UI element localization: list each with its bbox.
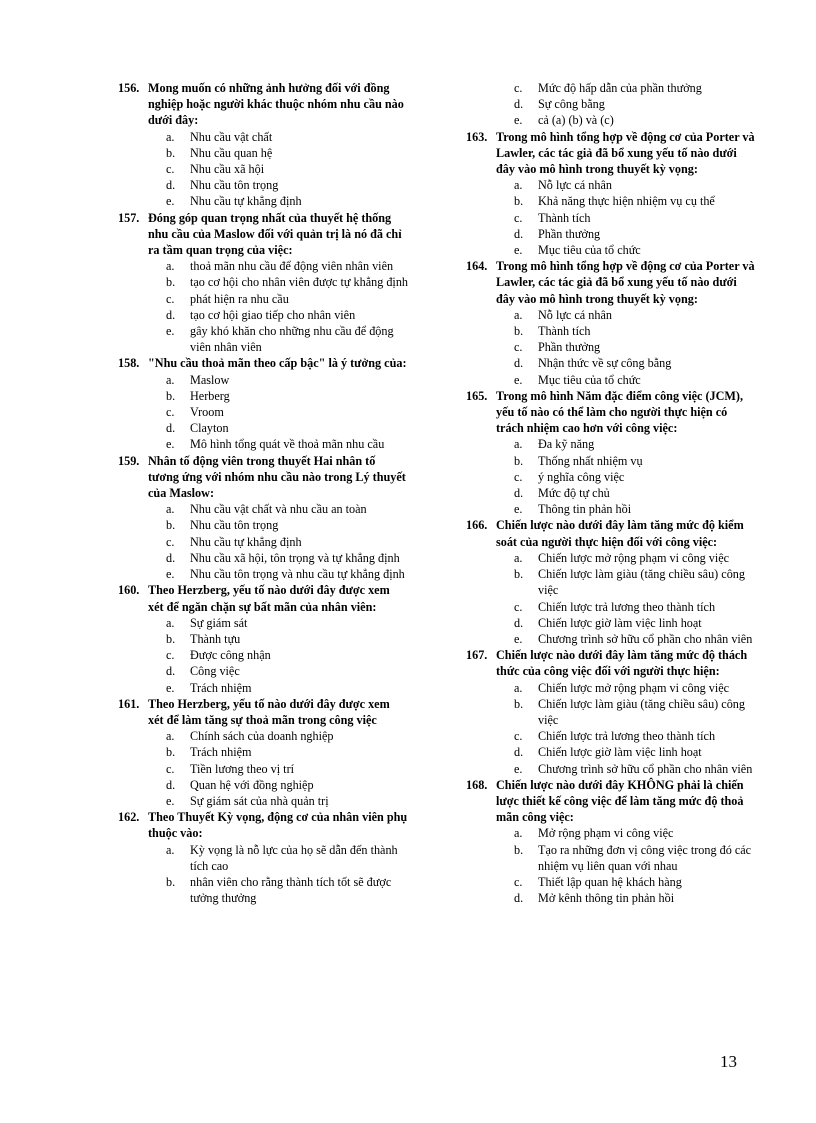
answer-option	[118, 517, 408, 533]
option-letter: c.	[514, 874, 523, 889]
option-text: Công việc	[190, 664, 240, 679]
question-stem: Trong mô hình tổng hợp về động cơ của Porter và Lawler, các tác giả đã bổ xung yếu tố nào dưới đây vào mô hình trong thuyết kỳ vọng:	[496, 259, 755, 306]
answer-option	[466, 177, 756, 193]
question-text	[118, 355, 408, 371]
question-number: 156.	[118, 81, 140, 95]
answer-option	[118, 129, 408, 145]
question-stem: Theo Herzberg, yếu tố nào dưới đây được xem xét để làm tăng sự thoả mãn trong công việc	[148, 696, 390, 727]
question-number: 157.	[118, 210, 140, 225]
answer-option	[466, 436, 756, 452]
answer-option	[118, 631, 408, 647]
option-letter: d.	[166, 421, 176, 436]
option-letter: b.	[514, 567, 524, 582]
answer-option	[118, 566, 408, 582]
question-number: 164.	[466, 259, 488, 274]
option-letter: d.	[514, 486, 524, 501]
option-letter: e.	[514, 631, 523, 646]
option-text: Nhu cầu quan hệ	[190, 145, 273, 160]
option-letter: e.	[166, 437, 175, 452]
question-block	[118, 809, 408, 906]
option-letter: a.	[166, 729, 175, 744]
answer-option	[466, 372, 756, 388]
answer-option	[466, 550, 756, 566]
option-text: Nhu cầu tôn trọng	[190, 518, 279, 533]
answer-option	[466, 825, 756, 841]
option-text: Vroom	[190, 405, 224, 420]
question-number: 168.	[466, 777, 488, 792]
option-text: Nhu cầu vật chất	[190, 129, 273, 144]
option-text: Sự công bằng	[538, 97, 605, 112]
answer-option	[118, 777, 408, 793]
option-text: Nhận thức về sự công bằng	[538, 356, 672, 371]
option-text: Trách nhiệm	[190, 680, 252, 695]
option-letter: a.	[166, 259, 175, 274]
option-letter: d.	[166, 550, 176, 565]
option-letter: d.	[166, 307, 176, 322]
option-letter: c.	[166, 534, 175, 549]
answer-option	[118, 177, 408, 193]
option-letter: a.	[166, 842, 175, 857]
question-number: 167.	[466, 648, 488, 663]
answer-option	[118, 534, 408, 550]
option-letter: d.	[166, 777, 176, 792]
option-text: Sự giám sát	[190, 615, 248, 630]
option-letter: c.	[514, 340, 523, 355]
question-stem: Theo Herzberg, yếu tố nào dưới đây được xem xét để ngăn chặn sự bất mãn của nhân viên:	[148, 583, 390, 614]
option-letter: b.	[514, 842, 524, 857]
option-letter: a.	[166, 502, 175, 517]
option-letter: b.	[166, 874, 176, 889]
option-text: Đa kỹ năng	[538, 437, 595, 452]
option-letter: d.	[514, 615, 524, 630]
question-stem: Nhân tố động viên trong thuyết Hai nhân tố tương ứng với nhóm nhu cầu nào trong Lý thuyết của Maslow:	[148, 453, 406, 501]
answer-option	[118, 728, 408, 744]
answer-option	[118, 874, 408, 906]
question-stem: Chiến lược nào dưới đây làm tăng mức độ thách thức của công việc đối với người thực hiện:	[496, 648, 748, 679]
answer-option	[466, 355, 756, 371]
question-block	[118, 80, 408, 210]
option-text: Chiến lược làm giàu (tăng chiều sâu) công việc	[538, 567, 745, 598]
option-letter: e.	[514, 243, 523, 258]
option-text: Nhu cầu tôn trọng	[190, 178, 279, 193]
option-letter: d.	[514, 97, 524, 112]
question-text	[466, 647, 756, 679]
answer-option	[466, 890, 756, 906]
question-stem: Đóng góp quan trọng nhất của thuyết hệ thống nhu cầu của Maslow đối với quản trị là nó đã chỉ ra tầm quan trọng của việc:	[148, 210, 402, 258]
option-letter: e.	[166, 324, 175, 339]
option-letter: d.	[166, 664, 176, 679]
option-letter: c.	[166, 761, 175, 776]
option-text: tạo cơ hội cho nhân viên được tự khẳng định	[190, 275, 409, 290]
page-number: 13	[720, 1052, 737, 1071]
option-letter: b.	[166, 631, 176, 646]
option-letter: a.	[166, 372, 175, 387]
option-text: Chiến lược giờ làm việc linh hoạt	[538, 745, 702, 760]
option-letter: a.	[514, 550, 523, 565]
option-text: Mở kênh thông tin phản hồi	[538, 891, 675, 906]
option-text: gây khó khăn cho những nhu cầu để động viên nhân viên	[190, 324, 394, 355]
question-number: 166.	[466, 518, 488, 533]
option-text: Mở rộng phạm vi công việc	[538, 826, 674, 841]
answer-option	[118, 372, 408, 388]
option-text: ý nghĩa công việc	[538, 469, 625, 484]
option-text: Khả năng thực hiện nhiệm vụ cụ thể	[538, 194, 715, 209]
option-text: Nhu cầu vật chất và nhu cầu an toàn	[190, 502, 367, 517]
question-text	[118, 582, 408, 614]
answer-option	[466, 874, 756, 890]
option-letter: d.	[166, 178, 176, 193]
option-letter: c.	[166, 648, 175, 663]
question-text	[466, 388, 756, 437]
answer-option	[118, 761, 408, 777]
option-letter: b.	[166, 145, 176, 160]
option-letter: a.	[514, 680, 523, 695]
option-text: Nỗ lực cá nhân	[538, 307, 612, 322]
option-text: Chương trình sở hữu cổ phần cho nhân viên	[538, 631, 753, 646]
question-number: 161.	[118, 696, 140, 711]
option-letter: c.	[514, 210, 523, 225]
option-text: Nhu cầu tôn trọng và nhu cầu tự khẳng định	[190, 567, 405, 582]
option-letter: b.	[166, 518, 176, 533]
answer-option	[118, 145, 408, 161]
answer-option	[466, 112, 756, 128]
option-text: Clayton	[190, 421, 229, 436]
answer-option	[466, 226, 756, 242]
option-text: Kỳ vọng là nỗ lực của họ sẽ dẫn đến thành tích cao	[190, 842, 398, 873]
question-block	[118, 582, 408, 695]
answer-option	[118, 744, 408, 760]
option-text: Chiến lược trả lương theo thành tích	[538, 599, 716, 614]
option-letter: e.	[514, 502, 523, 517]
option-text: Mục tiêu của tổ chức	[538, 243, 641, 258]
option-text: Nhu cầu xã hội, tôn trọng và tự khẳng định	[190, 550, 400, 565]
option-text: Mức độ hấp dẫn của phần thưởng	[538, 81, 702, 95]
question-text	[466, 777, 756, 826]
question-block	[466, 129, 756, 259]
option-letter: b.	[514, 324, 524, 339]
option-text: Chính sách của doanh nghiệp	[190, 729, 334, 744]
answer-option	[466, 323, 756, 339]
option-letter: e.	[514, 113, 523, 128]
option-letter: e.	[514, 372, 523, 387]
option-letter: b.	[514, 194, 524, 209]
answer-option	[118, 420, 408, 436]
option-letter: e.	[166, 194, 175, 209]
question-stem: Theo Thuyết Kỳ vọng, động cơ của nhân viên phụ thuộc vào:	[148, 810, 408, 841]
question-stem: Trong mô hình Năm đặc điểm công việc (JCM), yếu tố nào có thể làm cho người thực hiện có trách nhiệm cao hơn với công việc:	[496, 388, 744, 436]
question-stem: Mong muốn có những ảnh hưởng đối với đồng nghiệp hoặc người khác thuộc nhóm nhu cầu nào dưới đây:	[148, 81, 404, 128]
question-text	[118, 453, 408, 502]
option-text: Thiết lập quan hệ khách hàng	[538, 874, 682, 889]
answer-option	[466, 680, 756, 696]
answer-option	[466, 501, 756, 517]
answer-option	[466, 615, 756, 631]
question-stem: Chiến lược nào dưới đây làm tăng mức độ kiểm soát của người thực hiện đối với công việc:	[496, 518, 744, 549]
question-number: 163.	[466, 129, 488, 144]
option-text: Nhu cầu tự khẳng định	[190, 194, 302, 209]
question-stem: "Nhu cầu thoả mãn theo cấp bậc" là ý tưởng của:	[148, 356, 407, 371]
option-text: Chiến lược giờ làm việc linh hoạt	[538, 615, 702, 630]
option-text: Tiền lương theo vị trí	[190, 761, 295, 776]
question-number: 159.	[118, 453, 140, 468]
answer-option	[466, 210, 756, 226]
answer-option	[118, 274, 408, 290]
option-text: Phần thưởng	[538, 340, 601, 355]
option-text: Tạo ra những đơn vị công việc trong đó các nhiệm vụ liên quan với nhau	[538, 842, 752, 873]
right-column	[466, 80, 756, 906]
option-letter: e.	[166, 793, 175, 808]
option-text: Được công nhận	[190, 648, 271, 663]
option-letter: c.	[166, 405, 175, 420]
option-letter: b.	[166, 745, 176, 760]
answer-option	[118, 501, 408, 517]
option-letter: e.	[166, 567, 175, 582]
option-text: Mô hình tổng quát về thoả mãn nhu cầu	[190, 437, 385, 452]
option-text: Phần thưởng	[538, 226, 601, 241]
option-letter: d.	[514, 891, 524, 906]
question-stem: Chiến lược nào dưới đây KHÔNG phải là chiến lược thiết kế công việc để làm tăng mức độ thoả mãn công việc:	[496, 777, 744, 825]
answer-option	[466, 744, 756, 760]
question-stem: Trong mô hình tổng hợp về động cơ của Porter và Lawler, các tác giả đã bổ xung yếu tố nào dưới đây vào mô hình trong thuyết kỳ vọng:	[496, 129, 755, 177]
question-number: 160.	[118, 583, 140, 598]
option-text: cả (a) (b) và (c)	[538, 113, 614, 128]
option-letter: a.	[514, 178, 523, 193]
answer-option	[466, 96, 756, 112]
answer-option	[466, 469, 756, 485]
option-letter: e.	[166, 680, 175, 695]
answer-option	[118, 647, 408, 663]
option-text: Trách nhiệm	[190, 745, 252, 760]
option-text: Chương trình sở hữu cổ phần cho nhân viên	[538, 761, 753, 776]
option-text: Nhu cầu tự khẳng định	[190, 534, 302, 549]
option-text: nhân viên cho rằng thành tích tốt sẽ được tưởng thưởng	[190, 874, 392, 906]
option-text: Thông tin phản hồi	[538, 502, 632, 517]
answer-option	[118, 161, 408, 177]
option-letter: d.	[514, 356, 524, 371]
option-letter: c.	[166, 162, 175, 177]
answer-option	[118, 663, 408, 679]
question-block	[466, 517, 756, 647]
answer-option	[118, 193, 408, 209]
question-block	[118, 453, 408, 583]
option-letter: b.	[514, 453, 524, 468]
option-text: Quan hệ với đồng nghiệp	[190, 777, 314, 792]
question-text	[118, 210, 408, 259]
option-text: Maslow	[190, 372, 230, 387]
option-letter: d.	[514, 745, 524, 760]
question-block	[466, 647, 756, 777]
option-text: Mục tiêu của tổ chức	[538, 372, 641, 387]
question-number: 162.	[118, 810, 140, 825]
answer-option	[118, 436, 408, 452]
question-text	[118, 80, 408, 129]
option-letter: c.	[514, 81, 523, 95]
answer-option	[466, 339, 756, 355]
answer-option	[466, 80, 756, 96]
answer-option	[466, 696, 756, 728]
option-letter: a.	[514, 307, 523, 322]
option-text: Mức độ tự chủ	[538, 486, 610, 501]
answer-option	[118, 291, 408, 307]
option-text: Chiến lược làm giàu (tăng chiều sâu) công việc	[538, 696, 745, 727]
answer-option	[466, 307, 756, 323]
option-text: Herberg	[190, 388, 230, 403]
answer-option	[466, 453, 756, 469]
answer-option	[466, 193, 756, 209]
option-letter: a.	[166, 129, 175, 144]
option-text: Nhu cầu xã hội	[190, 162, 265, 177]
option-text: Chiến lược mở rộng phạm vi công việc	[538, 680, 730, 695]
option-letter: d.	[514, 226, 524, 241]
option-text: Nỗ lực cá nhân	[538, 178, 612, 193]
answer-option	[466, 761, 756, 777]
question-block	[466, 777, 756, 907]
option-letter: c.	[514, 469, 523, 484]
answer-option	[118, 680, 408, 696]
answer-option	[118, 615, 408, 631]
option-text: thoả mãn nhu cầu để động viên nhân viên	[190, 259, 394, 274]
option-letter: c.	[514, 599, 523, 614]
option-letter: a.	[514, 437, 523, 452]
answer-option	[466, 842, 756, 874]
question-text	[466, 129, 756, 178]
option-letter: c.	[514, 729, 523, 744]
answer-option	[118, 307, 408, 323]
answer-option	[118, 258, 408, 274]
option-text: tạo cơ hội giao tiếp cho nhân viên	[190, 307, 356, 322]
option-letter: b.	[166, 388, 176, 403]
answer-option	[118, 388, 408, 404]
option-text: phát hiện ra nhu cầu	[190, 291, 289, 306]
question-number: 158.	[118, 356, 140, 371]
question-block	[118, 355, 408, 452]
answer-option	[466, 566, 756, 598]
option-text: Thành tích	[538, 324, 591, 339]
question-block	[466, 258, 756, 388]
answer-option	[118, 842, 408, 874]
option-letter: a.	[166, 615, 175, 630]
question-text	[466, 517, 756, 549]
option-letter: e.	[514, 761, 523, 776]
answer-option	[466, 599, 756, 615]
option-text: Thống nhất nhiệm vụ	[538, 453, 643, 468]
answer-option	[466, 485, 756, 501]
answer-option	[466, 728, 756, 744]
question-block	[118, 696, 408, 809]
option-text: Chiến lược trả lương theo thành tích	[538, 729, 716, 744]
option-text: Sự giám sát của nhà quản trị	[190, 793, 329, 808]
option-letter: c.	[166, 291, 175, 306]
answer-option	[118, 793, 408, 809]
option-text: Thành tựu	[190, 631, 241, 646]
option-letter: a.	[514, 826, 523, 841]
answer-option	[118, 550, 408, 566]
answer-option	[466, 631, 756, 647]
answer-option	[118, 404, 408, 420]
question-block	[466, 388, 756, 518]
option-letter: b.	[166, 275, 176, 290]
option-text: Chiến lược mở rộng phạm vi công việc	[538, 550, 730, 565]
left-column	[118, 80, 408, 906]
option-text: Thành tích	[538, 210, 591, 225]
question-number: 165.	[466, 388, 488, 403]
question-text	[118, 696, 408, 728]
answer-option	[466, 242, 756, 258]
question-text	[118, 809, 408, 841]
answer-option	[118, 323, 408, 355]
question-block	[118, 210, 408, 356]
question-text	[466, 258, 756, 307]
option-letter: b.	[514, 696, 524, 711]
